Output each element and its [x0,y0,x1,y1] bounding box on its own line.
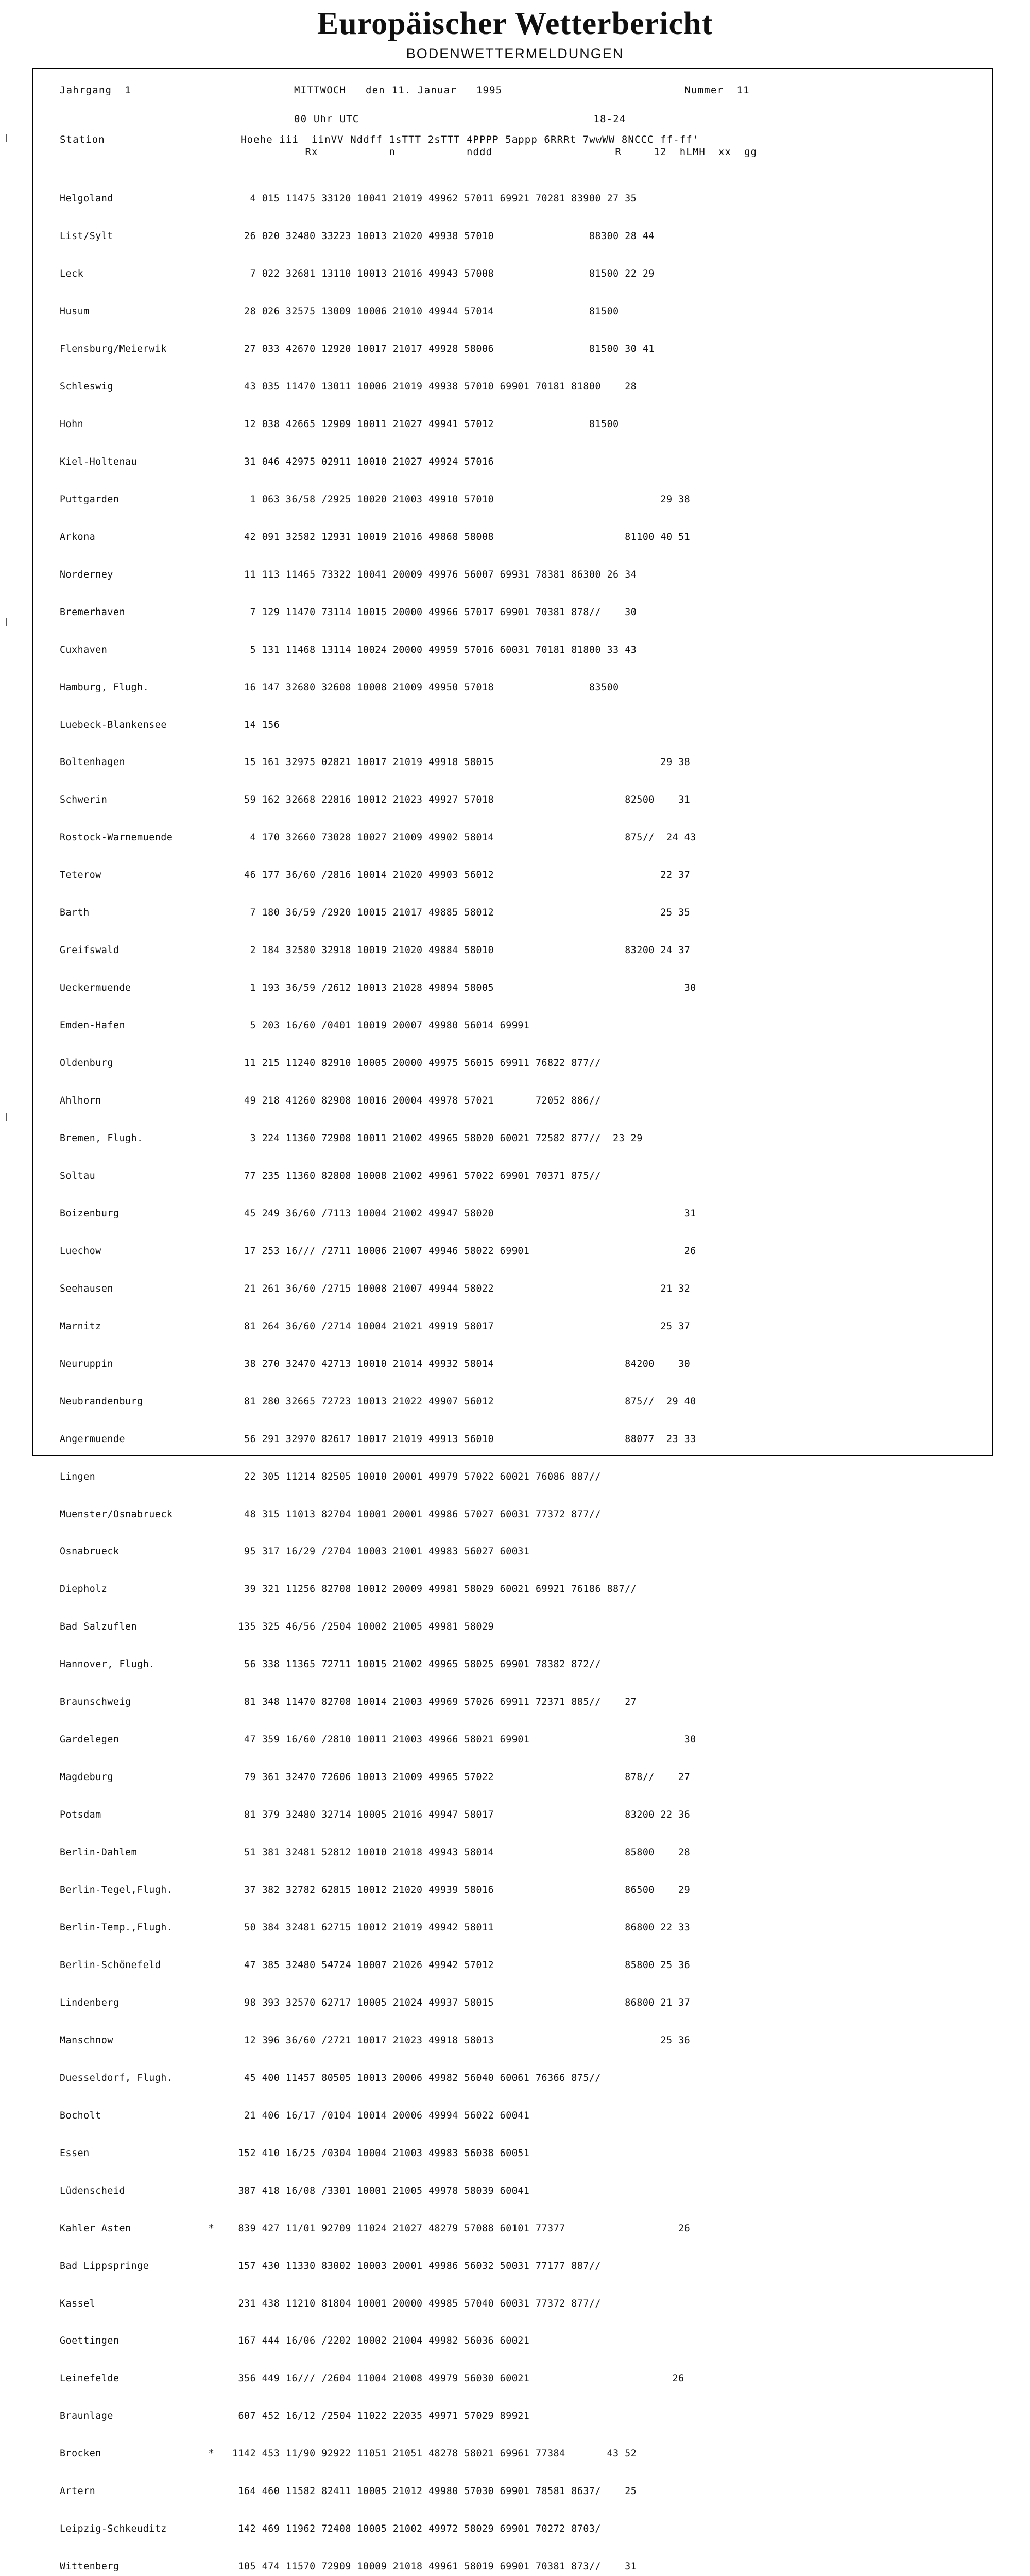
table-row: Potsdam 81 379 32480 32714 10005 21016 49947 58017 83200 22 36 [60,1809,986,1821]
table-row: Bremen, Flugh. 3 224 11360 72908 10011 21002 49965 58020 60021 72582 877// 23 29 [60,1132,986,1145]
table-row: Flensburg/Meierwik 27 033 42670 12920 10017 21017 49928 58006 81500 30 41 [60,343,986,355]
table-row: Braunlage 607 452 16/12 /2504 11022 22035 49971 57029 89921 [60,2410,986,2422]
table-row: Barth 7 180 36/59 /2920 10015 21017 49885 58012 25 35 [60,907,986,919]
page-title: Europäischer Wetterbericht [0,7,1030,41]
table-row: Luechow 17 253 16/// /2711 10006 21007 49946 58022 69901 26 [60,1245,986,1258]
table-row: Rostock-Warnemuende 4 170 32660 73028 10027 21009 49902 58014 875// 24 43 [60,832,986,844]
table-row: Lüdenscheid 387 418 16/08 /3301 10001 21005 49978 58039 60041 [60,2185,986,2197]
table-row: Essen 152 410 16/25 /0304 10004 21003 49983 56038 60051 [60,2147,986,2160]
table-row: Berlin-Schönefeld 47 385 32480 54724 10007 21026 49942 57012 85800 25 36 [60,1959,986,1972]
table-row: Oldenburg 11 215 11240 82910 10005 20000 49975 56015 69911 76822 877// [60,1057,986,1070]
table-row: Wittenberg 105 474 11570 72909 10009 21018 49961 58019 69901 70381 873// 31 [60,2561,986,2573]
table-row: Leck 7 022 32681 13110 10013 21016 49943 57008 81500 22 29 [60,268,986,280]
table-row: Teterow 46 177 36/60 /2816 10014 21020 49903 56012 22 37 [60,869,986,882]
meta-line: Jahrgang 1 MITTWOCH den 11. Januar 1995 Nummer 11 [38,84,986,96]
utc-line: 00 Uhr UTC 18-24 [38,113,986,125]
table-row: Brocken * 1142 453 11/90 92922 11051 21051 48278 58021 69961 77384 43 52 [60,2448,986,2460]
table-row: Bad Lippspringe 157 430 11330 83002 10003 20001 49986 56032 50031 77177 887// [60,2260,986,2273]
table-row: Ueckermuende 1 193 36/59 /2612 10013 21028 49894 58005 30 [60,982,986,994]
table-row: Bocholt 21 406 16/17 /0104 10014 20006 49994 56022 60041 [60,2110,986,2122]
table-row: Kahler Asten * 839 427 11/01 92709 11024 21027 48279 57088 60101 77377 26 [60,2223,986,2235]
table-row: Kiel-Holtenau 31 046 42975 02911 10010 21027 49924 57016 [60,456,986,468]
table-row: Osnabrueck 95 317 16/29 /2704 10003 21001 49983 56027 60031 [60,1546,986,1558]
table-row: Emden-Hafen 5 203 16/60 /0401 10019 20007 49980 56014 69991 [60,1020,986,1032]
table-row: Soltau 77 235 11360 82808 10008 21002 49961 57022 69901 70371 875// [60,1170,986,1182]
table-row: Diepholz 39 321 11256 82708 10012 20009 49981 58029 60021 69921 76186 887// [60,1583,986,1596]
table-row: Bremerhaven 7 129 11470 73114 10015 20000 49966 57017 69901 70381 878// 30 [60,606,986,619]
table-row: Greifswald 2 184 32580 32918 10019 21020 49884 58010 83200 24 37 [60,944,986,957]
table-row: Lindenberg 98 393 32570 62717 10005 21024 49937 58015 86800 21 37 [60,1997,986,2009]
table-row: Puttgarden 1 063 36/58 /2925 10020 21003 49910 57010 29 38 [60,494,986,506]
table-row: Arkona 42 091 32582 12931 10019 21016 49868 58008 81100 40 51 [60,531,986,544]
table-row: Helgoland 4 015 11475 33120 10041 21019 49962 57011 69921 70281 83900 27 35 [60,193,986,205]
report-frame [32,68,993,1456]
table-row: Leinefelde 356 449 16/// /2604 11004 21008 49979 56030 60021 26 [60,2372,986,2385]
table-row: Hohn 12 038 42665 12909 10011 21027 49941 57012 81500 [60,418,986,431]
table-row: Manschnow 12 396 36/60 /2721 10017 21023 49918 58013 25 36 [60,2035,986,2047]
table-row: Artern 164 460 11582 82411 10005 21012 49980 57030 69901 78581 8637/ 25 [60,2485,986,2498]
table-row: Lingen 22 305 11214 82505 10010 20001 49979 57022 60021 76086 887// [60,1471,986,1483]
table-row: Neuruppin 38 270 32470 42713 10010 21014 49932 58014 84200 30 [60,1358,986,1370]
table-row: List/Sylt 26 020 32480 33223 10013 21020 49938 57010 88300 28 44 [60,230,986,243]
table-row: Boltenhagen 15 161 32975 02821 10017 21019 49918 58015 29 38 [60,756,986,769]
table-row: Berlin-Tegel,Flugh. 37 382 32782 62815 10012 21020 49939 58016 86500 29 [60,1884,986,1896]
table-row: Seehausen 21 261 36/60 /2715 10008 21007 49944 58022 21 32 [60,1283,986,1295]
table-row: Hamburg, Flugh. 16 147 32680 32608 10008 21009 49950 57018 83500 [60,682,986,694]
table-row: Muenster/Osnabrueck 48 315 11013 82704 10001 20001 49986 57027 60031 77372 877// [60,1509,986,1521]
station-table [38,168,986,2576]
table-row: Angermuende 56 291 32970 82617 10017 21019 49913 56010 88077 23 33 [60,1433,986,1446]
table-row: Braunschweig 81 348 11470 82708 10014 21003 49969 57026 69911 72371 885// 27 [60,1696,986,1708]
table-row: Norderney 11 113 11465 73322 10041 20009 49976 56007 69931 78381 86300 26 34 [60,569,986,581]
table-row: Magdeburg 79 361 32470 72606 10013 21009 49965 57022 878// 27 [60,1771,986,1784]
table-row: Luebeck-Blankensee 14 156 [60,719,986,732]
table-row: Ahlhorn 49 218 41260 82908 10016 20004 49978 57021 72052 886// [60,1095,986,1107]
table-row: Cuxhaven 5 131 11468 13114 10024 20000 49959 57016 60031 70181 81800 33 43 [60,644,986,656]
table-row: Goettingen 167 444 16/06 /2202 10002 21004 49982 56036 60021 [60,2335,986,2347]
table-row: Duesseldorf, Flugh. 45 400 11457 80505 10013 20006 49982 56040 60061 76366 875// [60,2072,986,2084]
report-content [38,73,986,1450]
table-row: Bad Salzuflen 135 325 46/56 /2504 10002 21005 49981 58029 [60,1621,986,1633]
edge-registration-mark [6,134,7,142]
table-row: Berlin-Dahlem 51 381 32481 52812 10010 21018 49943 58014 85800 28 [60,1846,986,1859]
table-row: Neubrandenburg 81 280 32665 72723 10013 21022 49907 56012 875// 29 40 [60,1396,986,1408]
table-row: Leipzig-Schkeuditz 142 469 11962 72408 10005 21002 49972 58029 69901 70272 8703/ [60,2523,986,2535]
table-row: Marnitz 81 264 36/60 /2714 10004 21021 49919 58017 25 37 [60,1320,986,1333]
table-header-line-1: Station Hoehe iii iinVV Nddff 1sTTT 2sTTT 4PPPP 5appp 6RRRt 7wwWW 8NCCC ff-ff' [38,134,986,146]
table-row: Schleswig 43 035 11470 13011 10006 21019 49938 57010 69901 70181 81800 28 [60,381,986,393]
page-subtitle: BODENWETTERMELDUNGEN [0,46,1030,62]
table-row: Hannover, Flugh. 56 338 11365 72711 10015 21002 49965 58025 69901 78382 872// [60,1658,986,1671]
table-row: Husum 28 026 32575 13009 10006 21010 49944 57014 81500 [60,306,986,318]
edge-registration-mark [6,618,7,626]
table-row: Berlin-Temp.,Flugh. 50 384 32481 62715 10012 21019 49942 58011 86800 22 33 [60,1922,986,1934]
table-row: Schwerin 59 162 32668 22816 10012 21023 49927 57018 82500 31 [60,794,986,806]
table-header-line-2: Rx n nddd R 12 hLMH xx gg [38,146,986,159]
edge-registration-mark [6,1113,7,1121]
table-row: Kassel 231 438 11210 81804 10001 20000 49985 57040 60031 77372 877// [60,2298,986,2310]
table-row: Boizenburg 45 249 36/60 /7113 10004 21002 49947 58020 31 [60,1208,986,1220]
table-row: Gardelegen 47 359 16/60 /2810 10011 21003 49966 58021 69901 30 [60,1734,986,1746]
